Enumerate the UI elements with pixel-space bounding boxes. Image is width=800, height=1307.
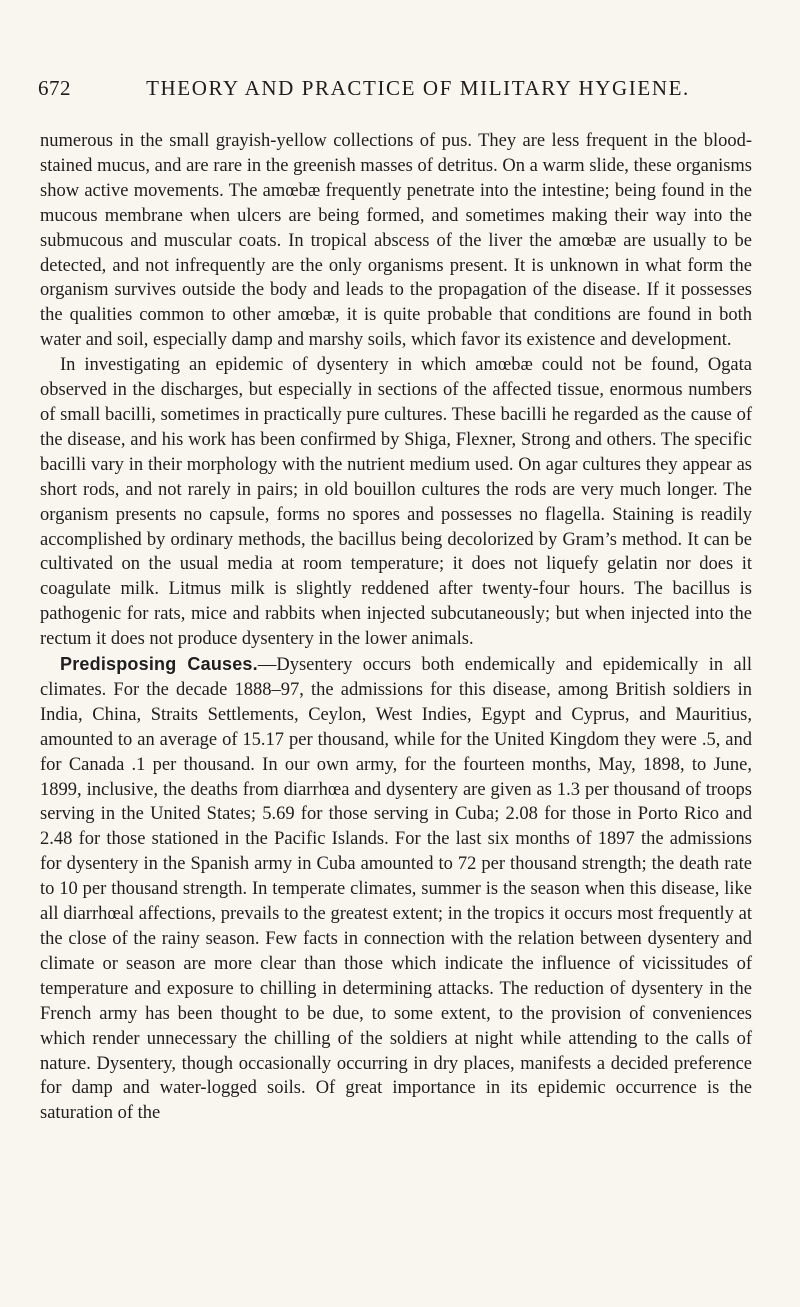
running-head: THEORY AND PRACTICE OF MILITARY HYGIENE. xyxy=(146,76,690,100)
body-text xyxy=(40,129,752,1126)
section-heading-predisposing-causes: Predisposing Causes. xyxy=(60,654,258,675)
page-header xyxy=(38,76,762,106)
paragraph-bacilli: In investigating an epidemic of dysentery in which amœbæ could not be found, Ogata observed in the discharges, but especially in sections of the affected tissue, enormous numbers of small bacilli, sometimes in practically pure cultures. These bacilli he regarded as the cause of the disease, and his work has been confirmed by Shiga, Flexner, Strong and others. The specific bacilli vary in their morphology with the nutrient medium used. On agar cultures they appear as short rods, and not rarely in pairs; in old bouillon cultures the rods are very much longer. The organism presents no capsule, forms no spores and possesses no flagella. Staining is readily accomplished by ordinary methods, the bacillus being decolorized by Gram’s method. It can be cultivated on the usual media at room temperature; it does not liquefy gelatin nor does it coagulate milk. Litmus milk is slightly reddened after twenty-four hours. The bacillus is pathogenic for rats, mice and rabbits when injected subcutaneously; but when injected into the rectum it does not produce dysentery in the lower animals. xyxy=(40,355,752,650)
paragraph-predisposing-causes xyxy=(40,652,752,1126)
paragraph-amoebae: numerous in the small grayish-yellow collections of pus. They are less frequent in the blood-stained mucus, and are rare in the greenish masses of detritus. On a warm slide, these organisms show active movements. The amœbæ frequently penetrate into the intestine; being found in the mucous membrane when ulcers are being formed, and sometimes making their way into the submucous and muscular coats. In tropical abscess of the liver the amœbæ are usually to be detected, and not infrequently are the only organisms present. It is unknown in what form the organism survives outside the body and leads to the propagation of the disease. If it possesses the qualities common to other amœbæ, it is quite probable that conditions are found in both water and soil, especially damp and marshy soils, which favor its existence and development. xyxy=(40,131,752,351)
paragraph-predisposing-causes-text: —Dysentery occurs both endemically and epidemically in all climates. For the decade 1888–97, the admissions for this disease, among British soldiers in India, China, Straits Settlements, Ceylon, West Indies, Egypt and Cyprus, and Mauritius, amounted to an average of 15.17 per thousand, while for the United Kingdom they were .5, and for Canada .1 per thousand. In our own army, for the fourteen months, May, 1898, to June, 1899, inclusive, the deaths from diarrhœa and dysentery are given as 1.3 per thousand of troops serving in the United States; 5.69 for those serving in Cuba; 2.08 for those in Porto Rico and 2.48 for those stationed in the Pacific Islands. For the last six months of 1897 the admissions for dysentery in the Spanish army in Cuba amounted to 72 per thousand strength; the death rate to 10 per thousand strength. In temperate climates, summer is the season when this disease, like all diarrhœal affections, prevails to the greatest extent; in the tropics it occurs most frequently at the close of the rainy season. Few facts in connection with the relation between dysentery and climate or season are more clear than those which indicate the influence of vicissitudes of temperature and exposure to chilling in determining attacks. The reduction of dysentery in the French army has been thought to be due, to some extent, to the provision of conveniences which render unnecessary the chilling of the soldiers at night while attending to the calls of nature. Dysentery, though occasionally occurring in dry places, manifests a decided preference for damp and water-logged soils. Of great importance in its epidemic occurrence is the saturation of the xyxy=(40,655,753,1124)
page-number: 672 xyxy=(38,76,71,100)
